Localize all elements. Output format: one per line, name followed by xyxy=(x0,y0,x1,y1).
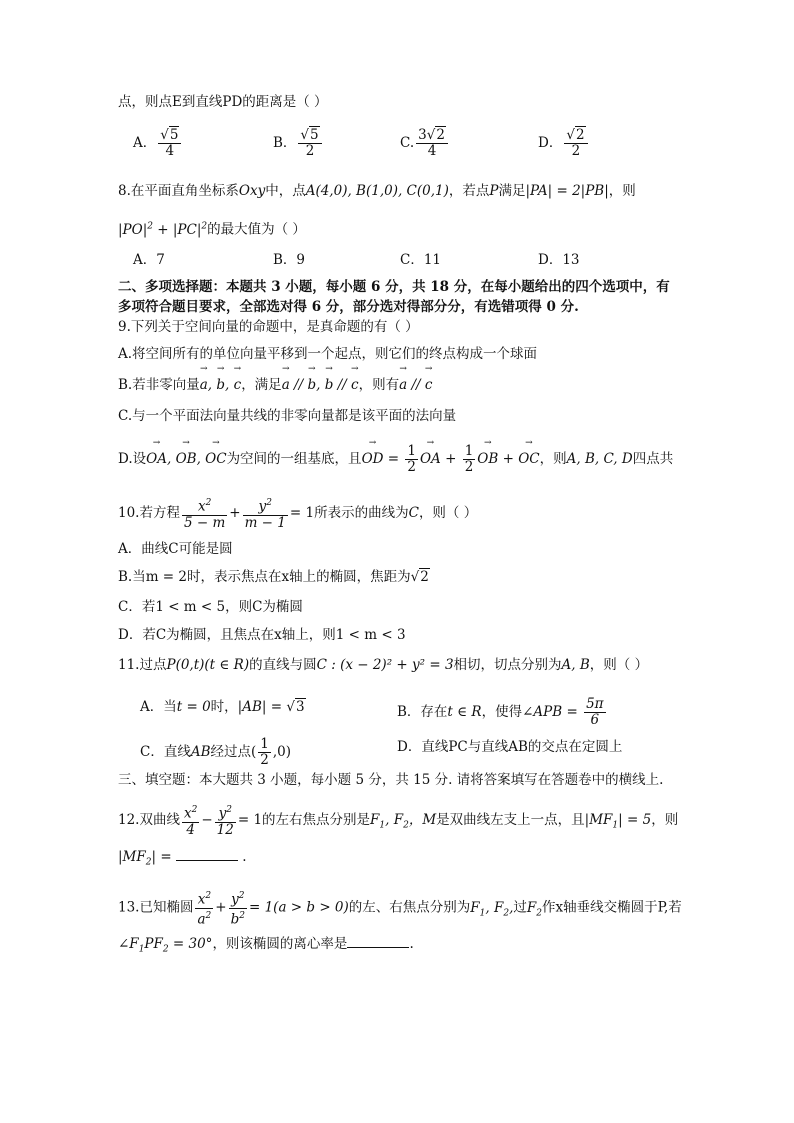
q13-tail: ，则该椭圆的离心率是 xyxy=(212,936,348,952)
q12-mid: = 1的左右焦点分别是 xyxy=(237,811,371,828)
q7-b-label: B． xyxy=(273,135,297,151)
q11-stem: 11.过点P(0,t)(t ∈ R)的直线与圆C : (x − 2)² + y² = 3相切，切点分别为A, B，则（ ） xyxy=(118,657,649,673)
q11-a-mid: 时， xyxy=(210,699,238,715)
q11-a-prefix: A．当 xyxy=(140,699,177,715)
q7-a-fraction: $\frac{√5}{4}$ xyxy=(158,128,181,159)
q10-option-b[interactable]: B.当m = 2时，表示焦点在x轴上的椭圆，焦距为√2 xyxy=(118,569,429,585)
q8-option-c[interactable] xyxy=(400,250,441,270)
q12-prefix: 12.双曲线 xyxy=(118,811,180,828)
q10-tail: ，则（ ） xyxy=(418,504,478,521)
q11-option-c[interactable]: C．直线AB经过点( $\frac{1}{2}$ ,0) xyxy=(140,736,292,768)
q7-option-a[interactable] xyxy=(133,128,183,159)
q11-option-b[interactable]: B．存在t ∈ R，使得∠APB = $\frac{5\pi}{6}$ xyxy=(397,696,604,728)
q12-mid2: 是双曲线左支上一点，且 xyxy=(436,811,585,828)
q11-mid: 的直线与圆 xyxy=(249,657,317,673)
q10-option-c[interactable]: C．若1 < m < 5，则C为椭圆 xyxy=(118,599,303,615)
q7-d-fraction: $\frac{√2}{2}$ xyxy=(564,128,587,159)
q11-option-a[interactable]: A．当t = 0时，|AB| = √3 xyxy=(140,699,305,715)
q8-condition: |PA| = 2|PB| xyxy=(525,183,609,199)
q11-circle: C : (x − 2)² + y² = 3 xyxy=(316,657,454,673)
q13-mid2: 过 xyxy=(513,899,527,916)
q7-b-fraction: $\frac{√5}{2}$ xyxy=(298,128,321,159)
q13-mid3: 作x轴垂线交椭圆于P,若 xyxy=(541,899,682,916)
q9-stem: 9.下列关于空间向量的命题中，是真命题的有（ ） xyxy=(118,319,419,335)
q10-stem: 10.若方程 $\frac{x^2}{5 - m}$ + $\frac{y^2}{m - 1}$ = 1所表示的曲线为C，则（ ） xyxy=(118,498,478,531)
q10-b-text: B.当m = 2时，表示焦点在x轴上的椭圆，焦距为 xyxy=(118,569,411,585)
q8-expression-line: $|PO|^2 + |PC|^2$的最大值为（ ） xyxy=(118,221,306,238)
q7-d-label: D． xyxy=(538,135,563,151)
q8-option-b[interactable] xyxy=(273,250,305,270)
q9-b-prefix: B.若非零向量 xyxy=(118,377,200,393)
q7-option-b[interactable] xyxy=(273,128,324,159)
q9-option-b[interactable]: B.若非零向量→ a, → b, → c，满足→ a // → b, → b // → c，则有→ a // → c xyxy=(118,375,432,395)
q7-stem-text: 点，则点E到直线PD的距离是（ ） xyxy=(118,94,328,110)
q11-c-prefix: C．直线 xyxy=(140,744,191,760)
q12-stem: 12.双曲线 $\frac{x^2}{4}$ − $\frac{y^2}{12}$ = 1的左右焦点分别是$F_1$, $F_2$，M是双曲线左支上一点，且$|MF_1| = 5$，则 xyxy=(118,805,679,838)
q9-option-c[interactable]: C.与一个平面法向量共线的非零向量都是该平面的法向量 xyxy=(118,408,457,424)
q9-d-tail: ，则 xyxy=(539,451,567,467)
q9-d-mid: 为空间的一组基底，且 xyxy=(226,451,362,467)
section3-heading: 三、填空题：本大题共 3 小题，每小题 5 分，共 15 分. 请将答案填写在答题卷中的横线上. xyxy=(118,772,664,788)
q9-b-mid2: ，则有 xyxy=(358,377,400,393)
q13-answer-blank[interactable] xyxy=(347,933,409,948)
q8-b-text: B．9 xyxy=(273,252,306,268)
q11-c-mid: 经过点 xyxy=(210,744,252,760)
q11-b-mid: ，使得 xyxy=(481,704,523,720)
section2-line1: 二、多项选择题：本题共 3 小题，每小题 6 分，共 18 分，在每小题给出的四个选项中，有 xyxy=(118,279,670,295)
q13-prefix: 13.已知椭圆 xyxy=(118,899,194,916)
q13-mid: 的左、右焦点分别为 xyxy=(348,899,471,916)
q9-b-mid: ，满足 xyxy=(241,377,282,393)
q10-option-d[interactable]: D．若C为椭圆，且焦点在x轴上，则1 < m < 3 xyxy=(118,627,406,643)
q11-end: ，则（ ） xyxy=(589,657,649,673)
q9-option-d[interactable]: D.设→ OA, → OB, → OC为空间的一组基底，且→ OD = $\frac{1}{2}$ → OA + $\frac{1}{2}$ → OB + → OC，则A, B, C, D四点共 xyxy=(118,444,673,475)
q8-option-a[interactable] xyxy=(133,250,165,270)
q11-tail: 相切，切点分别为 xyxy=(453,657,562,673)
q7-option-c[interactable] xyxy=(400,128,450,159)
q8-option-d[interactable] xyxy=(538,250,580,270)
q10-prefix: 10.若方程 xyxy=(118,504,180,521)
q8-c-text: C．11 xyxy=(400,252,442,268)
q8-a-text: A．7 xyxy=(133,252,165,268)
q8-mid1: 中，点 xyxy=(265,183,306,199)
q7-a-label: A． xyxy=(133,135,157,151)
q8-mid4: ，则 xyxy=(608,183,636,199)
q9-d-prefix: D.设 xyxy=(118,451,147,467)
q7-c-label: C. xyxy=(400,135,415,151)
q11-option-d[interactable]: D．直线PC与直线AB的交点在定圆上 xyxy=(397,739,623,755)
q10-option-a[interactable]: A．曲线C可能是圆 xyxy=(118,541,233,557)
q7-option-d[interactable] xyxy=(538,128,590,159)
q9-option-a[interactable]: A.将空间所有的单位向量平移到一个起点，则它们的终点构成一个球面 xyxy=(118,346,538,362)
q8-expr-tail: 的最大值为（ ） xyxy=(207,221,306,238)
q7-c-fraction: $\frac{3√2}{4}$ xyxy=(416,128,448,159)
q7-stem xyxy=(118,92,328,112)
q13-answer-line: $\angle F_1PF_2 = 30^\circ$，则该椭圆的离心率是 . xyxy=(118,933,414,960)
q8-stem: 8.在平面直角坐标系Oxy中，点A(4,0), B(1,0), C(0,1)，若点P满足|PA| = 2|PB|，则 xyxy=(118,183,636,199)
q8-prefix: 8.在平面直角坐标系 xyxy=(118,183,239,199)
q11-b-prefix: B．存在 xyxy=(397,704,448,720)
q9-d-end: 四点共 xyxy=(632,451,674,467)
q8-d-text: D．13 xyxy=(538,252,580,268)
q12-answer-line: $|MF_2|$ = . xyxy=(118,846,247,873)
q8-mid3: 满足 xyxy=(498,183,526,199)
q13-stem: 13.已知椭圆 $\frac{x^2}{a^2}$ + $\frac{y^2}{b^2}$ = 1(a > b > 0)的左、右焦点分别为$F_1$, $F_2$,过$F_2$作x轴垂线交椭圆于P,若 xyxy=(118,891,682,927)
q12-tail: ，则 xyxy=(651,811,679,828)
q11-prefix: 11.过点 xyxy=(118,657,167,673)
q12-answer-blank[interactable] xyxy=(176,846,238,861)
q10-eq-tail: = 1所表示的曲线为 xyxy=(289,504,409,521)
q8-mid2: ，若点 xyxy=(448,183,490,199)
section2-line2: 多项符合题目要求，全部选对得 6 分，部分选对得部分分，有选错项得 0 分. xyxy=(118,299,579,315)
q8-points: A(4,0), B(1,0), C(0,1) xyxy=(305,183,449,199)
